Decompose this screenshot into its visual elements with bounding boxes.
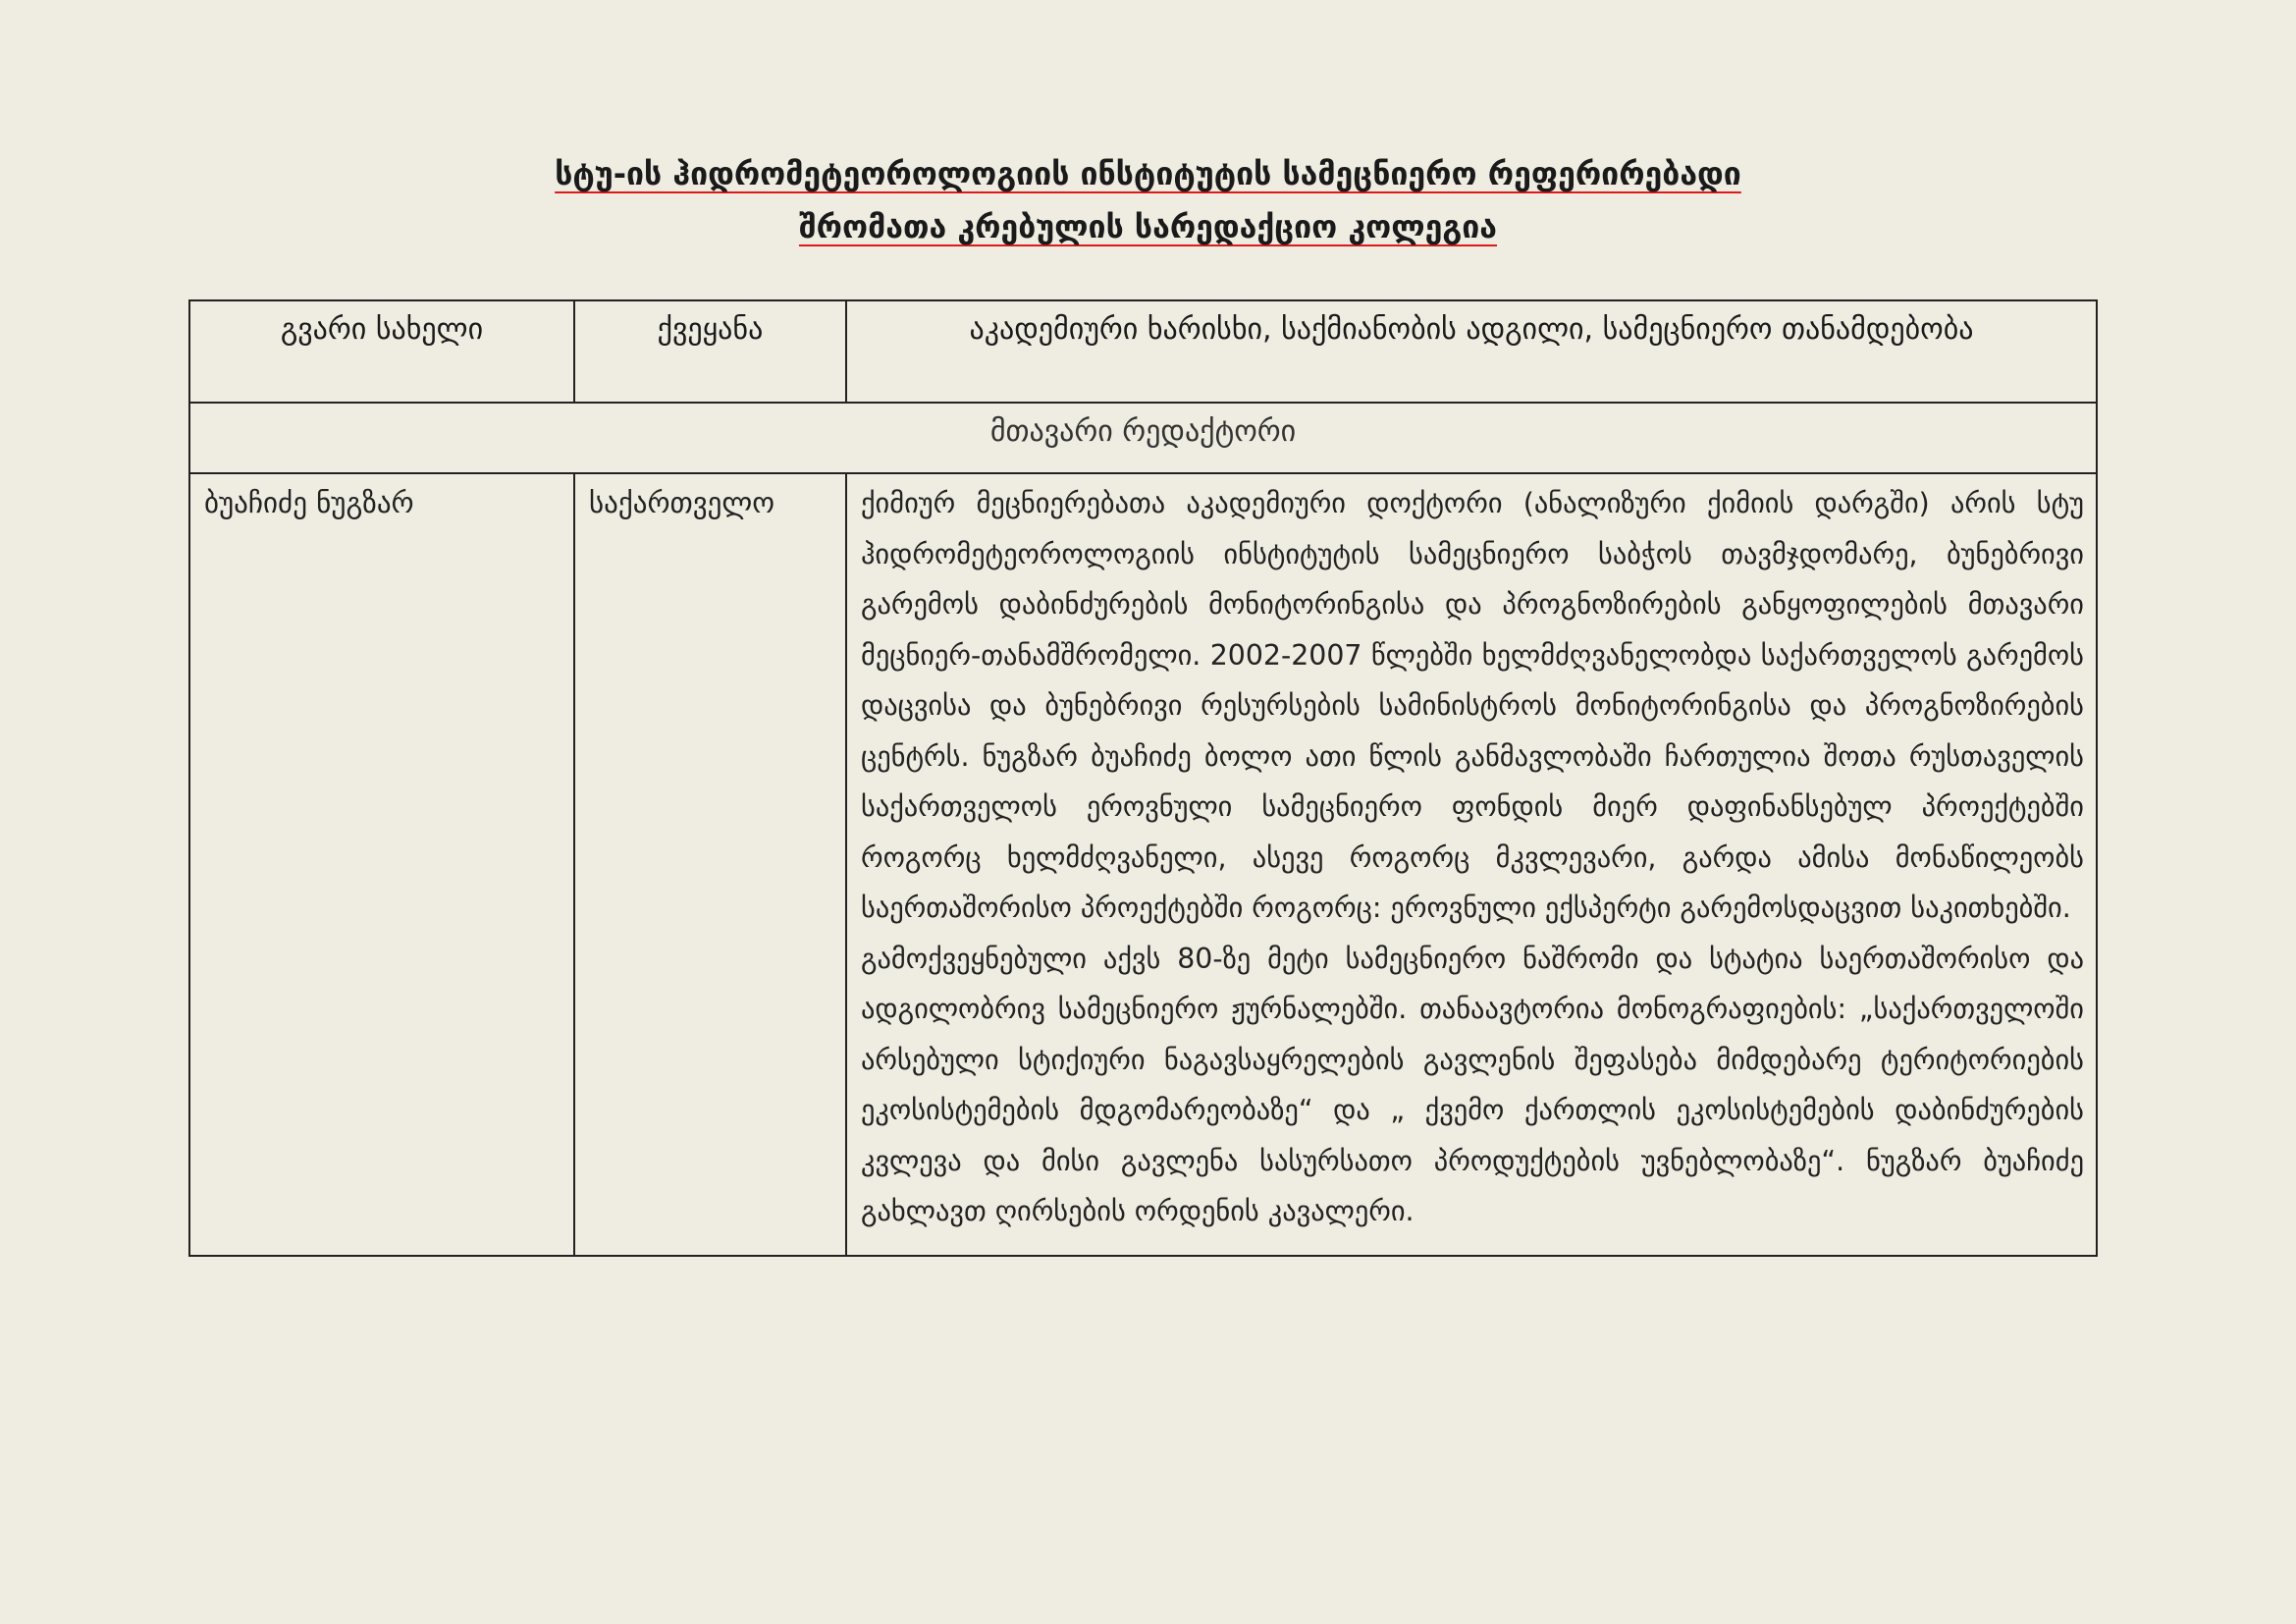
column-header-country: ქვეყანა bbox=[574, 300, 846, 403]
document-title-line-2: შრომათა კრებულის სარედაქციო კოლეგია bbox=[798, 208, 1497, 245]
section-row bbox=[189, 403, 2097, 473]
column-header-position: აკადემიური ხარისხი, საქმიანობის ადგილი, სამეცნიერო თანამდებობა bbox=[846, 300, 2097, 403]
document-title bbox=[0, 147, 2296, 253]
bio-paragraph-2: გამოქვეყნებული აქვს 80-ზე მეტი სამეცნიერო ნაშრომი და სტატია საერთაშორისო და ადგილობრივ სამეცნიერო ჟურნალებში. თანაავტორია მონოგრაფიების: „საქართველოში არსებული სტიქიური ნაგავსაყრელების გავლენის შეფასება მიმდებარე ტერიტორიების ეკოსისტემების მდგომარეობაზე“ და „ ქვემო ქართლის ეკოსისტემების დაბინძურების კვლევა და მისი გავლენა სასურსათო პროდუქტების უვნებლობაზე“. ნუგზარ ბუაჩიძე გახლავთ ღირსების ორდენის კავალერი. bbox=[861, 942, 2084, 1227]
editorial-board-table bbox=[188, 299, 2098, 1257]
table-row bbox=[189, 473, 2097, 1256]
table-header-row bbox=[189, 300, 2097, 403]
document-title-line-1: სტუ-ის ჰიდრომეტეოროლოგიის ინსტიტუტის სამეცნიერო რეფერირებადი bbox=[555, 155, 1741, 192]
section-label-chief-editor: მთავარი რედაქტორი bbox=[189, 403, 2097, 473]
cell-name: ბუაჩიძე ნუგზარ bbox=[189, 473, 574, 1256]
cell-bio bbox=[846, 473, 2097, 1256]
bio-paragraph-1: ქიმიურ მეცნიერებათა აკადემიური დოქტორი (ანალიზური ქიმიის დარგში) არის სტუ ჰიდრომეტეოროლოგიის ინსტიტუტის სამეცნიერო საბჭოს თავმჯდომარე, ბუნებრივი გარემოს დაბინძურების მონიტორინგისა და პროგნოზირების განყოფილების მთავარი მეცნიერ-თანამშრომელი. 2002-2007 წლებში ხელმძღვანელობდა საქართველოს გარემოს დაცვისა და ბუნებრივი რესურსების სამინისტროს მონიტორინგისა და პროგნოზირების ცენტრს. ნუგზარ ბუაჩიძე ბოლო ათი წლის განმავლობაში ჩართულია შოთა რუსთაველის საქართველოს ეროვნული სამეცნიერო ფონდის მიერ დაფინანსებულ პროექტებში როგორც ხელმძღვანელი, ასევე როგორც მკვლევარი, გარდა ამისა მონაწილეობს საერთაშორისო პროექტებში როგორც: ეროვნული ექსპერტი გარემოსდაცვით საკითხებში. bbox=[861, 487, 2084, 924]
column-header-name: გვარი სახელი bbox=[189, 300, 574, 403]
cell-country: საქართველო bbox=[574, 473, 846, 1256]
